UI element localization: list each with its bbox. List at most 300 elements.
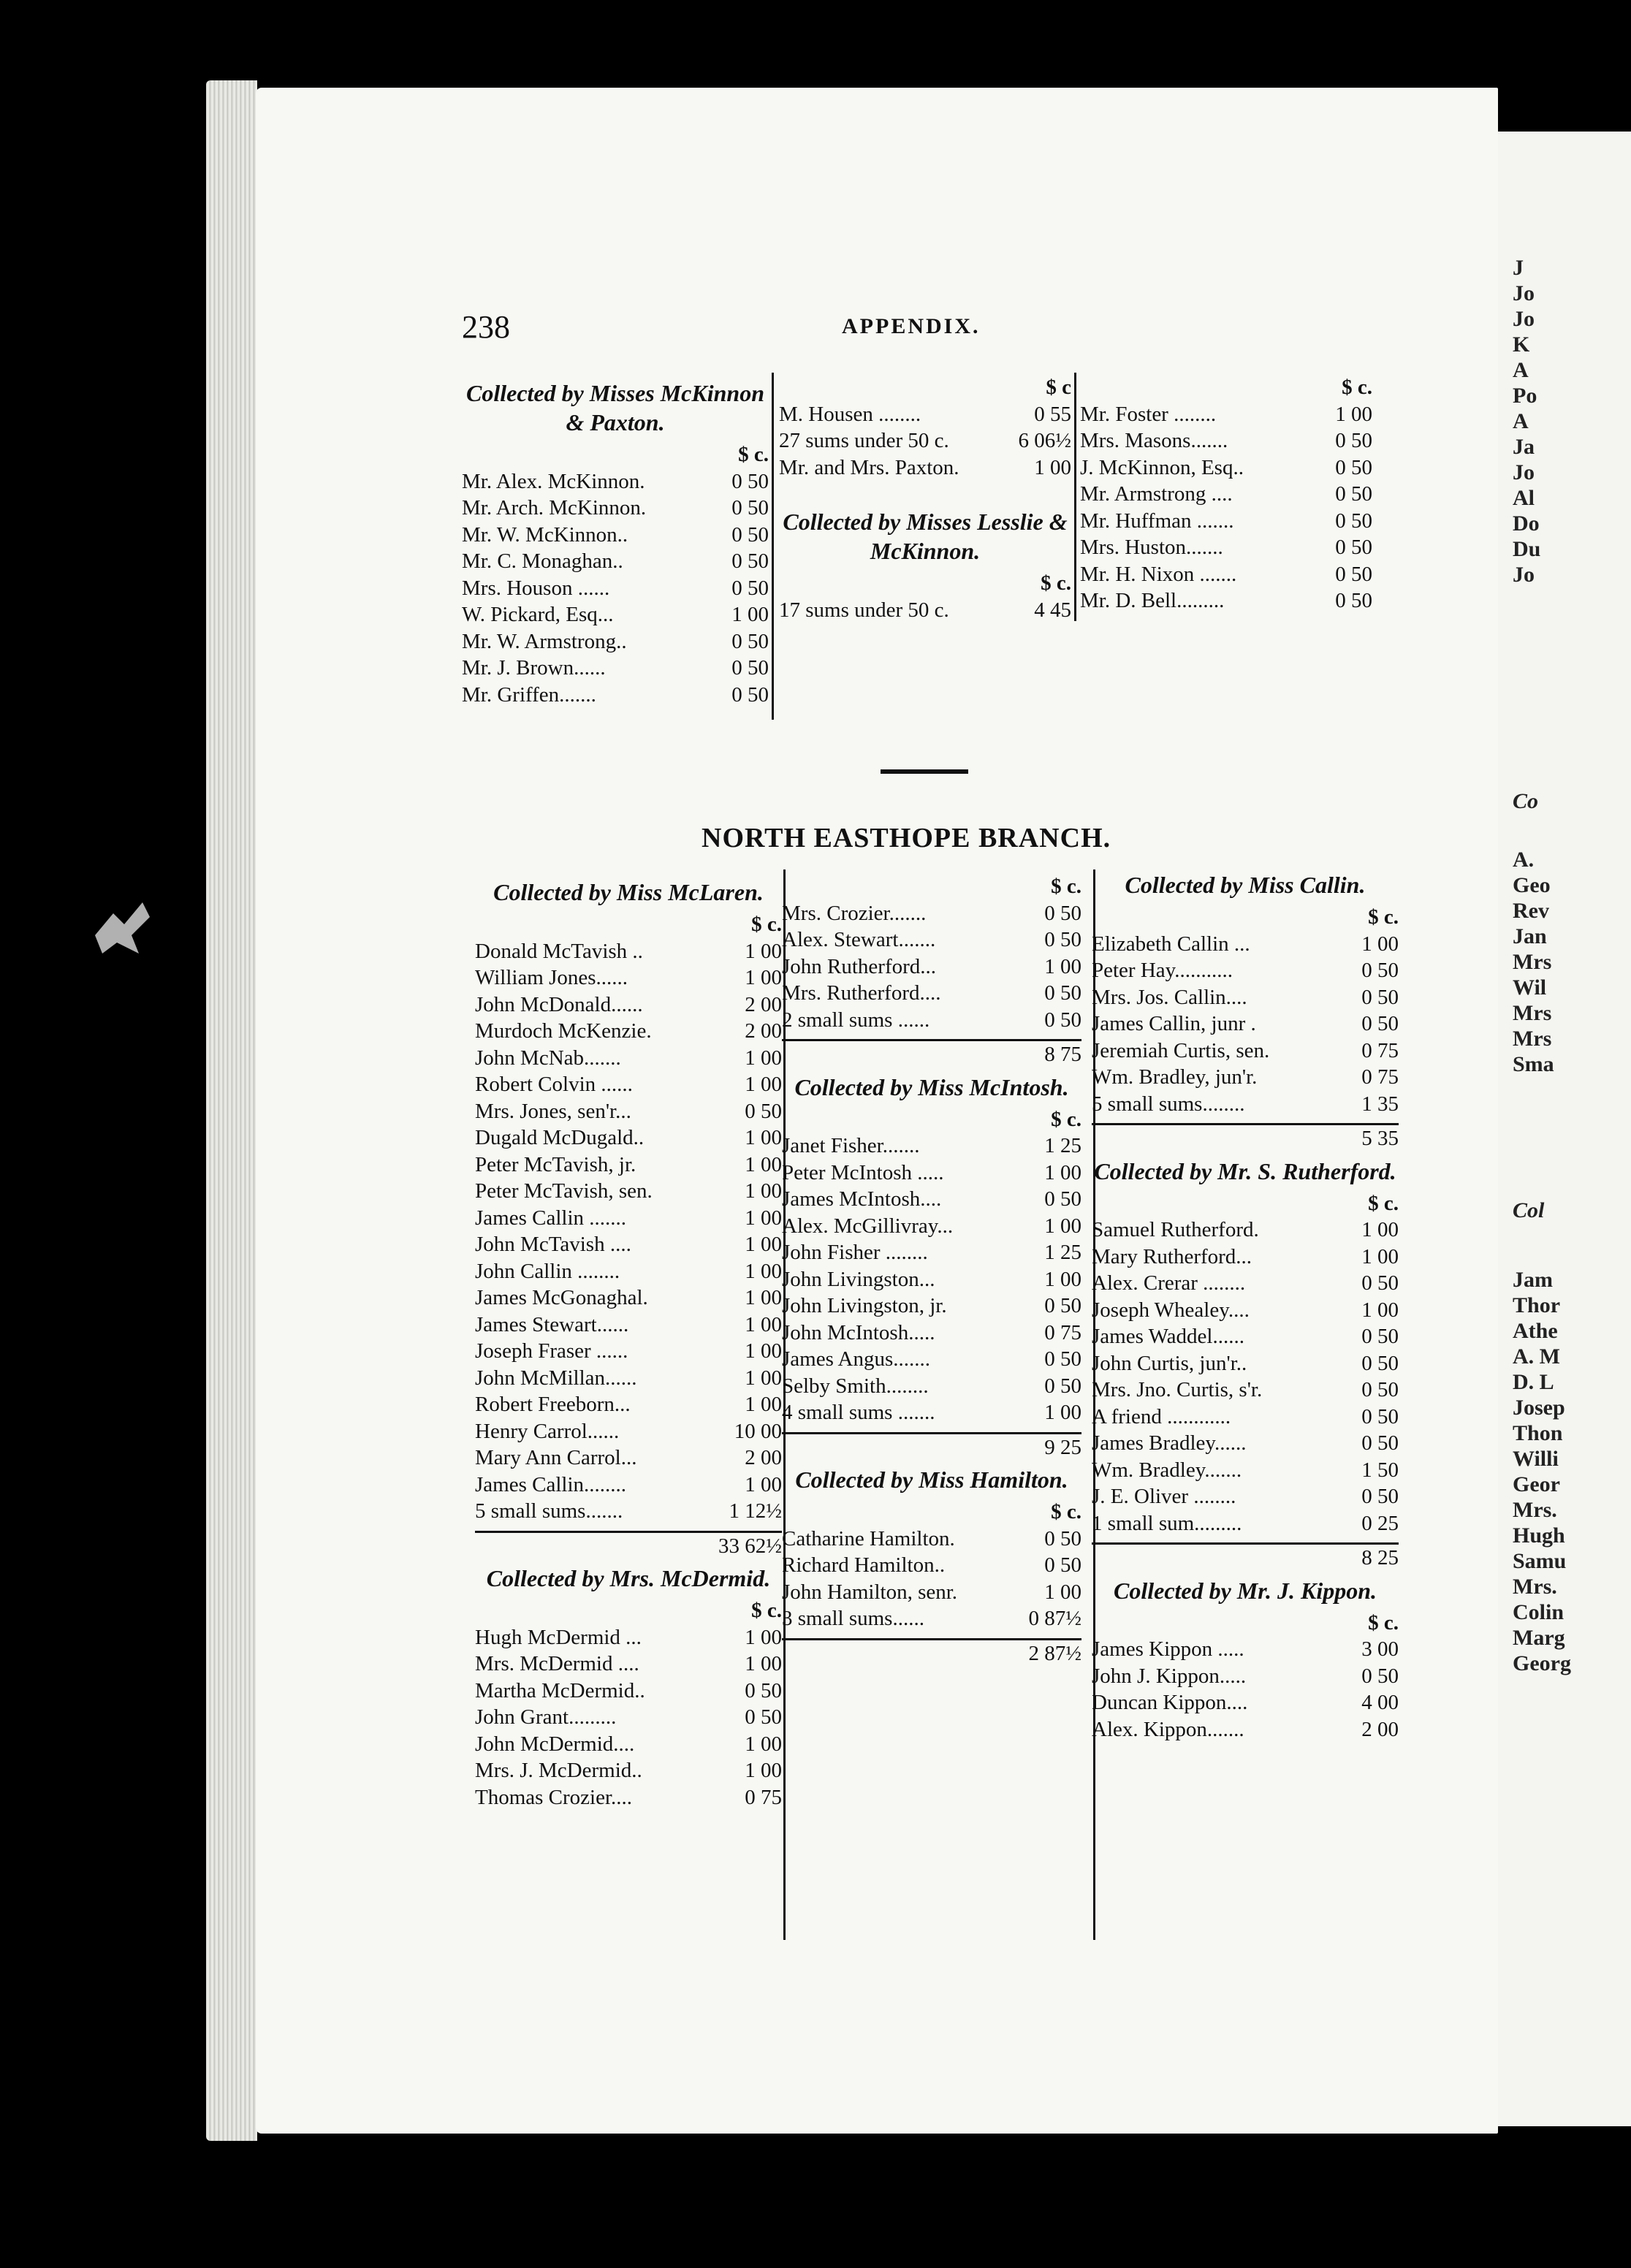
currency-unit: $ c. (751, 913, 782, 936)
donor-name: Peter McTavish, sen. (475, 1179, 653, 1203)
donor-name: James Stewart...... (475, 1312, 629, 1336)
smudge-mark (80, 884, 161, 964)
donor-name: John Fisher ........ (782, 1241, 928, 1264)
donor-name: John Livingston... (782, 1267, 935, 1291)
currency-unit: $ c. (1368, 905, 1399, 929)
ledger-row (782, 926, 1081, 954)
donor-name: James Callin........ (475, 1472, 627, 1496)
section-title: NORTH EASTHOPE BRANCH. (702, 823, 1111, 853)
amount: 0 50 (1361, 1351, 1399, 1375)
amount: 1 25 (1044, 1134, 1081, 1157)
currency-unit: $ c. (738, 443, 769, 466)
amount: 0 50 (731, 682, 769, 707)
next-page-fragment: Ja (1513, 435, 1535, 459)
ledger-row (475, 992, 782, 1019)
ledger-row (782, 1133, 1081, 1160)
donor-name: Mr. W. Armstrong.. (462, 629, 627, 653)
next-page-fragment: J (1513, 256, 1524, 280)
ledger-row (1080, 508, 1372, 535)
amount: 0 50 (731, 629, 769, 653)
ledger-row (475, 1258, 782, 1285)
page-number: 238 (462, 309, 510, 345)
amount: 2 00 (745, 992, 782, 1016)
donor-name: James Angus....... (782, 1347, 930, 1371)
donor-name: Robert Freeborn... (475, 1393, 631, 1416)
ledger-row (1092, 1404, 1399, 1431)
donor-name: Janet Fisher....... (782, 1134, 920, 1157)
currency-unit: $ c. (1368, 1191, 1399, 1215)
amount: 0 75 (1044, 1320, 1081, 1344)
donor-name: Murdoch McKenzie. (475, 1019, 652, 1043)
next-page-fragment: Mrs (1513, 1001, 1552, 1025)
currency-unit: $ c. (1051, 875, 1081, 898)
amount: 0 50 (731, 576, 769, 600)
donor-name: Mr. H. Nixon ....... (1080, 562, 1237, 586)
donor-name: 5 small sums....... (475, 1499, 623, 1523)
donor-name: Thomas Crozier.... (475, 1785, 633, 1809)
amount: 10 00 (734, 1419, 782, 1443)
column-total: 33 62½ (475, 1531, 782, 1560)
amount: 0 50 (1044, 1008, 1081, 1032)
next-page-fragment: Colin (1513, 1600, 1565, 1624)
ledger-row (462, 628, 769, 655)
donor-name: Hugh McDermid ... (475, 1625, 642, 1649)
donor-name: James Bradley...... (1092, 1431, 1247, 1455)
ledger-row (475, 1098, 782, 1125)
ledger-row (475, 1338, 782, 1365)
donor-name: Mr. Foster ........ (1080, 402, 1217, 426)
collector-heading: Collected by Misses McKinnon & Paxton. (465, 380, 764, 435)
ledger-row (475, 1178, 782, 1205)
amount: 2 00 (745, 1019, 782, 1043)
amount: 1 00 (1044, 954, 1081, 978)
donor-name: John McNab....... (475, 1046, 621, 1070)
next-page-fragment: Wil (1513, 975, 1547, 1000)
ledger-row (779, 401, 1071, 428)
section-rule (881, 769, 968, 774)
donor-name: 5 small sums........ (1092, 1092, 1245, 1116)
amount: 1 00 (745, 1759, 782, 1782)
next-page-fragment: Mrs. (1513, 1498, 1557, 1522)
donor-name: Mrs. Jno. Curtis, s'r. (1092, 1378, 1263, 1401)
amount: 1 12½ (729, 1499, 782, 1523)
ledger-row (782, 1399, 1081, 1426)
amount: 1 00 (745, 1152, 782, 1176)
donor-name: Robert Colvin ...... (475, 1073, 633, 1096)
book-page-edges (206, 80, 257, 2141)
amount: 1 00 (731, 603, 769, 626)
ledger-row (475, 1125, 782, 1152)
next-page-fragment: K (1513, 332, 1530, 357)
next-page-fragment: Jam (1513, 1268, 1553, 1292)
donor-name: James McIntosh.... (782, 1187, 942, 1211)
ledger-row (1092, 1297, 1399, 1324)
amount: 1 00 (745, 939, 782, 963)
next-page-fragment: Al (1513, 486, 1535, 510)
column-total: 5 35 (1092, 1123, 1399, 1152)
donor-name: Mrs. Jos. Callin.... (1092, 985, 1247, 1009)
amount: 0 75 (1361, 1038, 1399, 1062)
donor-name: John McIntosh..... (782, 1320, 935, 1344)
ledger-row (1092, 1457, 1399, 1484)
ledger-row (475, 1445, 782, 1472)
donor-name: Joseph Fraser ...... (475, 1339, 628, 1363)
donor-name: Jeremiah Curtis, sen. (1092, 1038, 1270, 1062)
amount: 1 00 (1361, 1298, 1399, 1322)
donor-name: Samuel Rutherford. (1092, 1218, 1259, 1241)
next-page-fragment: Hugh (1513, 1523, 1565, 1548)
ledger-row (1092, 1038, 1399, 1065)
donor-name: Mrs. McDermid .... (475, 1652, 639, 1675)
ledger-row (462, 522, 769, 549)
ledger-row (782, 1346, 1081, 1373)
ledger-row (475, 1365, 782, 1392)
donor-name: Duncan Kippon.... (1092, 1691, 1248, 1714)
amount: 0 50 (745, 1099, 782, 1123)
ledger-row (1092, 984, 1399, 1011)
next-page-fragment: Marg (1513, 1626, 1565, 1650)
donor-name: John Rutherford... (782, 954, 937, 978)
ledger-row (475, 1152, 782, 1179)
next-page-fragment: Do (1513, 511, 1540, 536)
amount: 2 00 (745, 1446, 782, 1469)
donor-name: Mrs. Crozier....... (782, 901, 927, 925)
page-header (462, 308, 1368, 352)
ledger-row (475, 1624, 782, 1651)
donor-name: Catharine Hamilton. (782, 1526, 955, 1550)
next-page-fragment: Mrs (1513, 950, 1552, 974)
bottom-column-3 (1092, 866, 1399, 1743)
bottom-column-1 (475, 873, 782, 1811)
donor-name: James Kippon ..... (1092, 1637, 1244, 1661)
amount: 3 00 (1361, 1637, 1399, 1661)
amount: 1 50 (1361, 1458, 1399, 1482)
amount: 0 50 (1361, 1012, 1399, 1035)
ledger-row (782, 1579, 1081, 1606)
ledger-row (475, 1071, 782, 1098)
amount: 1 00 (1361, 1218, 1399, 1241)
amount: 6 06½ (1018, 429, 1071, 452)
amount: 0 50 (1335, 455, 1372, 479)
donor-name: John McDonald...... (475, 992, 643, 1016)
amount: 1 00 (1361, 932, 1399, 956)
amount: 1 00 (745, 1259, 782, 1283)
donor-name: John Callin ........ (475, 1259, 620, 1283)
amount: 0 55 (1034, 402, 1071, 426)
next-page-fragment: Rev (1513, 899, 1549, 923)
collector-heading: Collected by Mr. J. Kippon. (1114, 1577, 1377, 1604)
amount: 1 00 (745, 1312, 782, 1336)
amount: 1 25 (1044, 1241, 1081, 1264)
amount: 1 00 (745, 1652, 782, 1675)
amount: 1 00 (745, 1339, 782, 1363)
ledger-row (782, 1007, 1081, 1034)
next-page-fragment: Jo (1513, 281, 1535, 305)
donor-name: Elizabeth Callin ... (1092, 932, 1250, 956)
amount: 1 00 (1044, 1214, 1081, 1238)
donor-name: 4 small sums ....... (782, 1401, 935, 1424)
amount: 0 50 (731, 496, 769, 520)
ledger-row (1092, 1011, 1399, 1038)
donor-name: Richard Hamilton.. (782, 1553, 946, 1577)
ledger-row (475, 1472, 782, 1499)
amount: 1 00 (1044, 1160, 1081, 1184)
donor-name: Mrs. Masons....... (1080, 429, 1228, 452)
donor-name: Wm. Bradley....... (1092, 1458, 1242, 1482)
donor-name: Peter McTavish, jr. (475, 1152, 636, 1176)
donor-name: Mrs. J. McDermid.. (475, 1759, 642, 1782)
column-total: 8 75 (782, 1039, 1081, 1068)
ledger-row (475, 1731, 782, 1758)
ledger-row (782, 1160, 1081, 1187)
ledger-row (462, 468, 769, 495)
ledger-row (462, 575, 769, 602)
ledger-row (1092, 1350, 1399, 1377)
donor-name: Peter McIntosh ..... (782, 1160, 944, 1184)
next-page-fragment: Jo (1513, 460, 1535, 484)
amount: 1 00 (1044, 1267, 1081, 1291)
top-column-3 (1080, 374, 1372, 614)
ledger-row (462, 655, 769, 682)
donor-name: Mrs. Houson ...... (462, 576, 610, 600)
amount: 1 00 (1044, 1401, 1081, 1424)
ledger-row (462, 548, 769, 575)
donor-name: Mr. C. Monaghan.. (462, 549, 623, 573)
amount: 0 50 (1361, 1325, 1399, 1348)
ledger-row (475, 1312, 782, 1339)
ledger-row (475, 1704, 782, 1731)
donor-name: Mr. Alex. McKinnon. (462, 469, 645, 493)
donor-name: J. McKinnon, Esq.. (1080, 455, 1244, 479)
ledger-row (779, 427, 1071, 454)
amount: 0 50 (731, 522, 769, 547)
ledger-row (1080, 401, 1372, 428)
donor-name: William Jones...... (475, 966, 628, 989)
ledger-row (1092, 1244, 1399, 1271)
currency-unit: $ c. (1041, 571, 1071, 595)
next-page-fragment: Thon (1513, 1421, 1563, 1445)
ledger-row (782, 1266, 1081, 1293)
running-head: APPENDIX. (842, 314, 981, 338)
ledger-row (782, 1605, 1081, 1632)
next-page-fragment: Samu (1513, 1549, 1567, 1573)
donor-name: J. E. Oliver ........ (1092, 1485, 1236, 1508)
next-page-fragment: A (1513, 358, 1529, 382)
ledger-row (1092, 1716, 1399, 1743)
donor-name: John McMillan...... (475, 1366, 637, 1390)
amount: 0 50 (1335, 429, 1372, 452)
next-page-fragment: Thor (1513, 1293, 1561, 1317)
collector-heading: Collected by Miss Callin. (1125, 872, 1366, 898)
amount: 0 50 (1361, 1404, 1399, 1428)
donor-name: Mr. Armstrong .... (1080, 482, 1233, 506)
amount: 1 00 (745, 1206, 782, 1230)
donor-name: A friend ............ (1092, 1404, 1231, 1428)
donor-name: Donald McTavish .. (475, 939, 643, 963)
amount: 1 00 (1335, 402, 1372, 426)
donor-name: James Waddel...... (1092, 1325, 1244, 1348)
ledger-row (475, 1651, 782, 1678)
ledger-row (462, 495, 769, 522)
ledger-row (462, 601, 769, 628)
next-page-fragment: A. M (1513, 1344, 1560, 1369)
amount: 0 50 (745, 1678, 782, 1702)
amount: 0 75 (745, 1785, 782, 1809)
ledger-row (1092, 1663, 1399, 1690)
amount: 1 00 (745, 1625, 782, 1649)
amount: 0 50 (1044, 1347, 1081, 1371)
donor-name: 27 sums under 50 c. (779, 429, 949, 452)
donor-name: 3 small sums...... (782, 1607, 924, 1630)
collector-heading: Collected by Mrs. McDermid. (486, 1565, 771, 1591)
donor-name: Mrs. Rutherford.... (782, 981, 941, 1005)
amount: 0 50 (1044, 1553, 1081, 1577)
donor-name: Peter Hay........... (1092, 959, 1233, 982)
donor-name: Selby Smith........ (782, 1374, 929, 1398)
ledger-row (782, 954, 1081, 981)
ledger-row (475, 1205, 782, 1232)
donor-name: James Callin ....... (475, 1206, 627, 1230)
amount: 1 35 (1361, 1092, 1399, 1116)
ledger-row (782, 1186, 1081, 1213)
amount: 1 00 (1044, 1580, 1081, 1604)
ledger-row (782, 980, 1081, 1007)
ledger-row (1092, 1636, 1399, 1663)
amount: 0 50 (1361, 1378, 1399, 1401)
donor-name: Alex. Kippon....... (1092, 1717, 1244, 1741)
donor-name: James Callin, junr . (1092, 1012, 1256, 1035)
donor-name: 1 small sum......... (1092, 1511, 1242, 1535)
donor-name: Wm. Bradley, jun'r. (1092, 1065, 1258, 1089)
donor-name: Mr. J. Brown...... (462, 656, 606, 680)
ledger-row (475, 1231, 782, 1258)
donor-name: John Curtis, jun'r.. (1092, 1351, 1247, 1375)
column-rule (1074, 373, 1076, 621)
ledger-row (782, 1293, 1081, 1320)
collector-heading: Collected by Miss McLaren. (493, 879, 764, 905)
amount: 0 87½ (1028, 1607, 1081, 1630)
ledger-row (1092, 1323, 1399, 1350)
amount: 0 50 (1361, 1271, 1399, 1295)
donor-name: Alex. Crerar ........ (1092, 1271, 1246, 1295)
ledger-row (782, 1239, 1081, 1266)
next-page-fragment: Co (1513, 789, 1539, 813)
amount: 2 00 (1361, 1717, 1399, 1741)
donor-name: John Hamilton, senr. (782, 1580, 958, 1604)
currency-unit: $ c. (1342, 376, 1372, 399)
ledger-row (475, 1018, 782, 1045)
ledger-row (1092, 1483, 1399, 1510)
amount: 0 50 (1335, 536, 1372, 559)
donor-name: John McTavish .... (475, 1233, 631, 1256)
next-page-fragment: Jo (1513, 307, 1535, 331)
next-page-fragment: Jo (1513, 563, 1535, 587)
column-total: 8 25 (1092, 1542, 1399, 1572)
donor-name: Joseph Whealey.... (1092, 1298, 1250, 1322)
amount: 0 50 (1044, 901, 1081, 925)
amount: 0 50 (731, 656, 769, 680)
ledger-row (475, 1391, 782, 1418)
ledger-row (1092, 1091, 1399, 1118)
ledger-row (1092, 1217, 1399, 1244)
donor-name: Dugald McDugald.. (475, 1126, 645, 1149)
donor-name: 17 sums under 50 c. (779, 598, 949, 622)
collector-heading: Collected by Miss McIntosh. (794, 1073, 1069, 1100)
amount: 0 50 (731, 469, 769, 493)
amount: 0 50 (1361, 1664, 1399, 1688)
next-page-fragment: Col (1513, 1198, 1545, 1222)
ledger-row (782, 900, 1081, 927)
ledger-row (475, 1285, 782, 1312)
amount: 0 50 (1044, 1187, 1081, 1211)
amount: 1 00 (745, 1472, 782, 1496)
column-total: 2 87½ (782, 1638, 1081, 1667)
next-page-fragment: Mrs. (1513, 1575, 1557, 1599)
donor-name: Mrs. Jones, sen'r... (475, 1099, 631, 1123)
amount: 1 00 (1034, 455, 1071, 479)
ledger-row (1092, 931, 1399, 958)
amount: 0 50 (1335, 509, 1372, 533)
amount: 1 00 (745, 1046, 782, 1070)
donor-name: Henry Carrol...... (475, 1419, 620, 1443)
ledger-row (1092, 1689, 1399, 1716)
donor-name: Mr. Arch. McKinnon. (462, 496, 647, 520)
amount: 0 50 (1361, 959, 1399, 982)
next-page-fragment: Willi (1513, 1447, 1559, 1471)
ledger-row (1080, 454, 1372, 482)
donor-name: John McDermid.... (475, 1732, 635, 1756)
amount: 0 75 (1361, 1065, 1399, 1089)
ledger-row (779, 597, 1071, 624)
donor-name: John J. Kippon..... (1092, 1664, 1247, 1688)
amount: 1 00 (745, 1233, 782, 1256)
donor-name: Alex. McGillivray... (782, 1214, 954, 1238)
donor-name: Martha McDermid.. (475, 1678, 645, 1702)
ledger-row (475, 1045, 782, 1072)
amount: 1 00 (745, 1286, 782, 1309)
amount: 1 00 (745, 966, 782, 989)
donor-name: Mr. W. McKinnon.. (462, 522, 628, 547)
ledger-row (1092, 1377, 1399, 1404)
amount: 1 00 (745, 1366, 782, 1390)
ledger-row (1080, 534, 1372, 561)
amount: 1 00 (745, 1126, 782, 1149)
ledger-row (1080, 481, 1372, 508)
next-page-fragment: D. L (1513, 1370, 1554, 1394)
column-rule (772, 373, 774, 720)
ledger-row (475, 1757, 782, 1784)
ledger-row (782, 1552, 1081, 1579)
amount: 1 00 (745, 1179, 782, 1203)
amount: 0 50 (731, 549, 769, 573)
amount: 1 00 (1361, 1244, 1399, 1268)
donor-name: Mary Ann Carrol... (475, 1446, 637, 1469)
donor-name: John Livingston, jr. (782, 1294, 947, 1317)
next-page-fragment: Geor (1513, 1472, 1560, 1496)
next-page-fragment: A (1513, 409, 1529, 433)
amount: 0 50 (1335, 482, 1372, 506)
next-page-fragment: Geo (1513, 873, 1551, 897)
ledger-row (1080, 427, 1372, 454)
donor-name: James McGonaghal. (475, 1286, 648, 1309)
ledger-row (779, 454, 1071, 482)
ledger-row (475, 1678, 782, 1705)
amount: 0 25 (1361, 1511, 1399, 1535)
amount: 0 50 (1044, 1374, 1081, 1398)
top-column-2 (779, 374, 1071, 623)
next-page-fragment: Jan (1513, 924, 1547, 948)
ledger-row (462, 682, 769, 709)
